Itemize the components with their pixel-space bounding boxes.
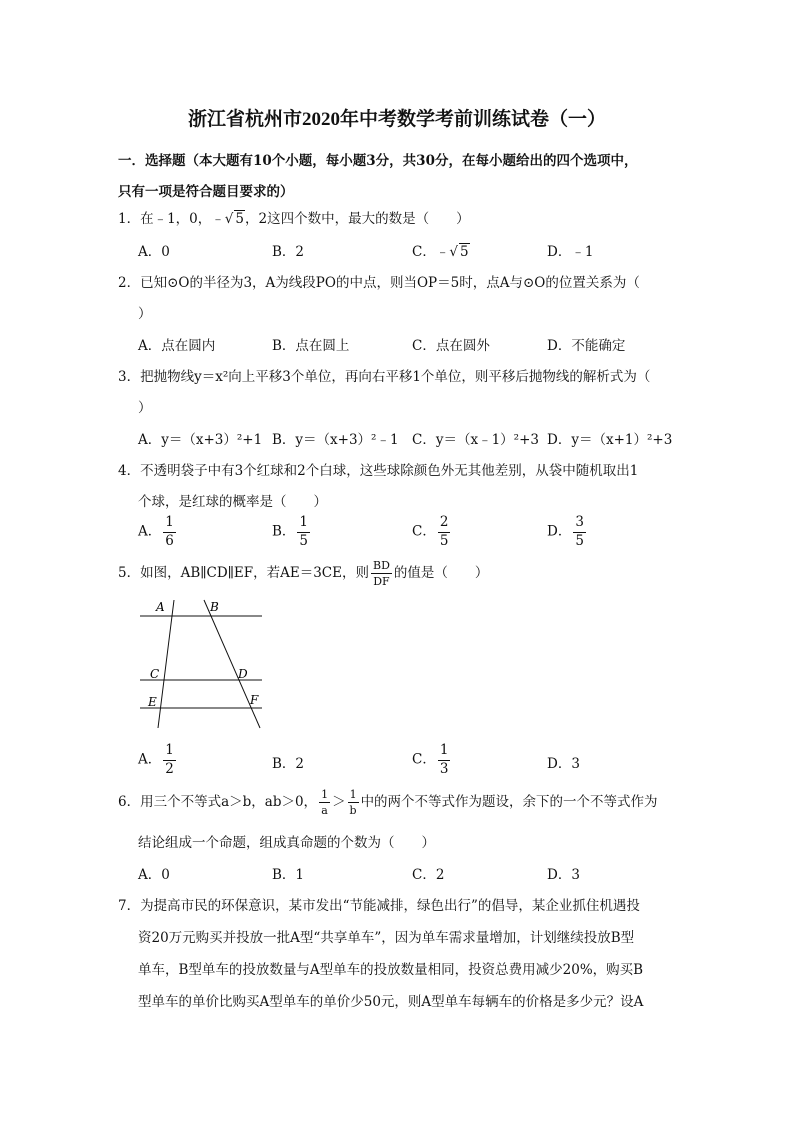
q1-option-a: A．0: [138, 244, 170, 260]
q5-option-c: C． $\frac{1}{3}$: [412, 742, 449, 777]
q1-text-pre: 1．在﹣1，0，﹣: [118, 211, 225, 227]
question-4-line2: 个球，是红球的概率是（ ）: [138, 494, 327, 510]
q6-option-c: C．2: [412, 867, 445, 883]
q2-option-a: A．点在圆内: [138, 338, 216, 354]
fraction: $\frac{2}{5}$: [439, 514, 449, 549]
q5-option-a: A． $\frac{1}{2}$: [138, 742, 174, 777]
fraction: $\frac{1}{5}$: [299, 514, 309, 549]
question-6-line2: 结论组成一个命题，组成真命题的个数为（ ）: [138, 835, 435, 851]
question-7-line3: 单车，B型单车的投放数量与A型单车的投放数量相同，投资总费用减少20%，购买B: [138, 962, 644, 978]
q1-text-post: ，2这四个数中，最大的数是（ ）: [244, 211, 470, 227]
sqrt-symbol: √ 5: [224, 211, 244, 227]
q1-option-c: C．﹣√ 5: [412, 244, 469, 260]
q2-option-c: C．点在圆外: [412, 338, 490, 354]
label-b: B: [210, 600, 219, 614]
q4-option-c: C． $\frac{2}{5}$: [412, 514, 449, 549]
q1-option-b: B．2: [272, 244, 305, 260]
q3-option-c: C．y＝（x﹣1）²+3: [412, 432, 539, 448]
q3-option-d: D．y＝（x+1）²+3: [547, 432, 673, 448]
label-d: D: [238, 667, 248, 681]
page-title: 浙江省杭州市2020年中考数学考前训练试卷（一）: [187, 109, 606, 130]
parallel-lines-figure: [130, 596, 270, 736]
q2-option-b: B．点在圆上: [272, 338, 350, 354]
question-7-line2: 资20万元购买并投放一批A型“共享单车”，因为单车需求量增加，计划继续投放B型: [138, 930, 635, 946]
q6-option-b: B．1: [272, 867, 305, 883]
fraction: $\frac{1}{2}$: [165, 742, 174, 777]
label-c: C: [150, 667, 160, 681]
q5-option-b: B．2: [272, 756, 305, 772]
q4-option-d: D． $\frac{3}{5}$: [547, 514, 584, 549]
question-5: 5．如图，AB∥CD∥EF，若AE＝3CE，则 $\frac{BD}{DF}$ 的值是（ ）: [118, 559, 489, 588]
label-f: F: [250, 693, 259, 707]
fraction: $\frac{1}{a}$: [321, 788, 329, 817]
q4-option-b: B． $\frac{1}{5}$: [272, 514, 309, 549]
q4-option-a: A． $\frac{1}{6}$: [138, 514, 174, 549]
section-heading-line1: 一．选择题（本大题有10个小题，每小题3分，共30分，在每小题给出的四个选项中，: [118, 153, 638, 169]
question-2-line1: 2．已知⊙O的半径为3，A为线段PO的中点，则当OP＝5时，点A与⊙O的位置关系为（: [118, 275, 640, 291]
sqrt-symbol: √ 5: [449, 244, 469, 260]
q3-option-a: A．y＝（x+3）²+1: [138, 432, 263, 448]
question-4-line1: 4．不透明袋子中有3个红球和2个白球，这些球除颜色外无其他差别，从袋中随机取出1: [118, 463, 639, 479]
label-a: A: [156, 600, 165, 614]
question-7-line1: 7．为提高市民的环保意识，某市发出“节能减排，绿色出行”的倡导，某企业抓住机遇投: [118, 898, 640, 914]
fraction: $\frac{BD}{DF}$: [372, 559, 390, 588]
fraction: $\frac{3}{5}$: [575, 514, 584, 549]
fraction: $\frac{1}{b}$: [349, 788, 357, 817]
q1-option-d: D．﹣1: [547, 244, 594, 260]
question-7-line4: 型单车的单价比购买A型单车的单价少50元，则A型单车每辆车的价格是多少元？设A: [138, 994, 644, 1010]
question-2-line2: ）: [138, 306, 152, 322]
fraction: $\frac{1}{6}$: [165, 514, 174, 549]
fraction: $\frac{1}{3}$: [439, 742, 449, 777]
q5-option-d: D．3: [547, 756, 580, 772]
label-e: E: [148, 695, 157, 709]
q6-option-d: D．3: [547, 867, 580, 883]
question-6-line1: 6．用三个不等式a＞b，ab＞0， $\frac{1}{a}$ ＞ $\frac{1}{b}$ 中的两个不等式作为题设，余下的一个不等式作为: [118, 788, 658, 817]
question-1: [118, 207, 470, 227]
q2-option-d: D．不能确定: [547, 338, 626, 354]
q6-option-a: A．0: [138, 867, 170, 883]
question-3-line1: 3．把抛物线y＝x²向上平移3个单位，再向右平移1个单位，则平移后抛物线的解析式为（: [118, 369, 651, 385]
q3-option-b: B．y＝（x+3）²﹣1: [272, 432, 399, 448]
question-3-line2: ）: [138, 400, 152, 416]
section-heading-line2: 只有一项是符合题目要求的）: [118, 184, 294, 200]
